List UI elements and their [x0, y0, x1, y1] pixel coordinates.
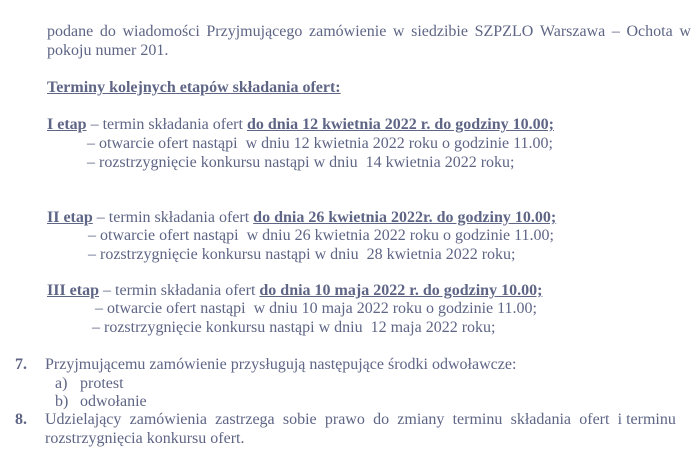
intro-word: zamówienie — [309, 23, 387, 40]
stage-1-label: I etap — [47, 116, 87, 133]
stage-3-opening: – otwarcie ofert nastąpi w dniu 10 maja 2022 roku o godzinie 11.00; — [95, 300, 537, 317]
intro-word: SZPZLO — [474, 23, 534, 40]
item-8-word: zmiany — [397, 411, 445, 428]
stage-1-line — [47, 117, 554, 133]
stage-2-mid: – termin składania ofert — [92, 209, 254, 226]
stage-2-opening: – otwarcie ofert nastąpi w dniu 26 kwietnia 2022 roku o godzinie 11.00; — [88, 227, 554, 244]
intro-word: – — [611, 23, 620, 40]
item-8-word: Udzielający — [45, 411, 122, 428]
item-8-word: zastrzega — [215, 411, 275, 428]
item-8-word: sobie — [282, 411, 317, 428]
stage-1-deadline: do dnia 12 kwietnia 2022 r. do godziny 10.00; — [246, 116, 554, 133]
item-8-word: prawo — [324, 411, 365, 428]
item-8-word: i terminu — [617, 411, 676, 428]
item-8-word: ofert — [579, 411, 610, 428]
item-7-option-a: protest — [80, 375, 124, 392]
item-8-word: zamówienia — [129, 411, 207, 428]
item-7-text: Przyjmującemu zamówienie przysługują następujące środki odwoławcze: — [45, 356, 517, 373]
stage-1-mid: – termin składania ofert — [86, 116, 247, 133]
intro-line-2: pokoju numer 201. — [47, 42, 169, 59]
stage-2-line — [47, 210, 556, 226]
intro-word: Ochota — [626, 23, 673, 40]
intro-word: w — [679, 23, 691, 40]
stage-3-label: III etap — [47, 282, 100, 299]
intro-word: w — [392, 23, 405, 40]
stage-2-deadline: do dnia 26 kwietnia 2022r. do godziny 10.00; — [253, 209, 557, 226]
stage-1-resolution: – rozstrzygnięcie konkursu nastąpi w dniu 14 kwietnia 2022 roku; — [87, 154, 515, 171]
intro-word: wiadomości — [122, 23, 200, 40]
intro-word: Przyjmującego — [206, 23, 303, 40]
item-8-line-1 — [45, 412, 676, 428]
stage-1-opening: – otwarcie ofert nastąpi w dniu 12 kwietnia 2022 roku o godzinie 11.00; — [87, 135, 553, 152]
item-8-number: 8. — [15, 411, 27, 428]
item-7-option-b: odwołanie — [80, 393, 147, 410]
stage-3-resolution: – rozstrzygnięcie konkursu nastąpi w dniu 12 maja 2022 roku; — [92, 319, 496, 336]
item-7-option-a-marker: a) — [55, 375, 68, 392]
item-7-number: 7. — [15, 356, 27, 373]
item-7-option-b-marker: b) — [55, 393, 69, 410]
intro-word: podane — [47, 23, 94, 40]
stage-2-label: II etap — [47, 209, 93, 226]
stages-heading: Terminy kolejnych etapów składania ofert: — [47, 79, 341, 96]
intro-word: do — [99, 23, 116, 40]
item-8-word: terminu — [452, 411, 503, 428]
item-8-word: składania — [510, 411, 572, 428]
intro-word: siedzibie — [411, 23, 468, 40]
intro-word: Warszawa — [539, 23, 606, 40]
intro-line-1 — [47, 24, 691, 40]
item-8-word: do — [373, 411, 390, 428]
stage-3-mid: – termin składania ofert — [99, 282, 260, 299]
item-8-line-2: rozstrzygnięcia konkursu ofert. — [45, 430, 245, 447]
stage-3-line — [47, 283, 542, 299]
stage-2-resolution: – rozstrzygnięcie konkursu nastąpi w dniu 28 kwietnia 2022 roku; — [88, 246, 516, 263]
stage-3-deadline: do dnia 10 maja 2022 r. do godziny 10.00; — [259, 282, 543, 299]
